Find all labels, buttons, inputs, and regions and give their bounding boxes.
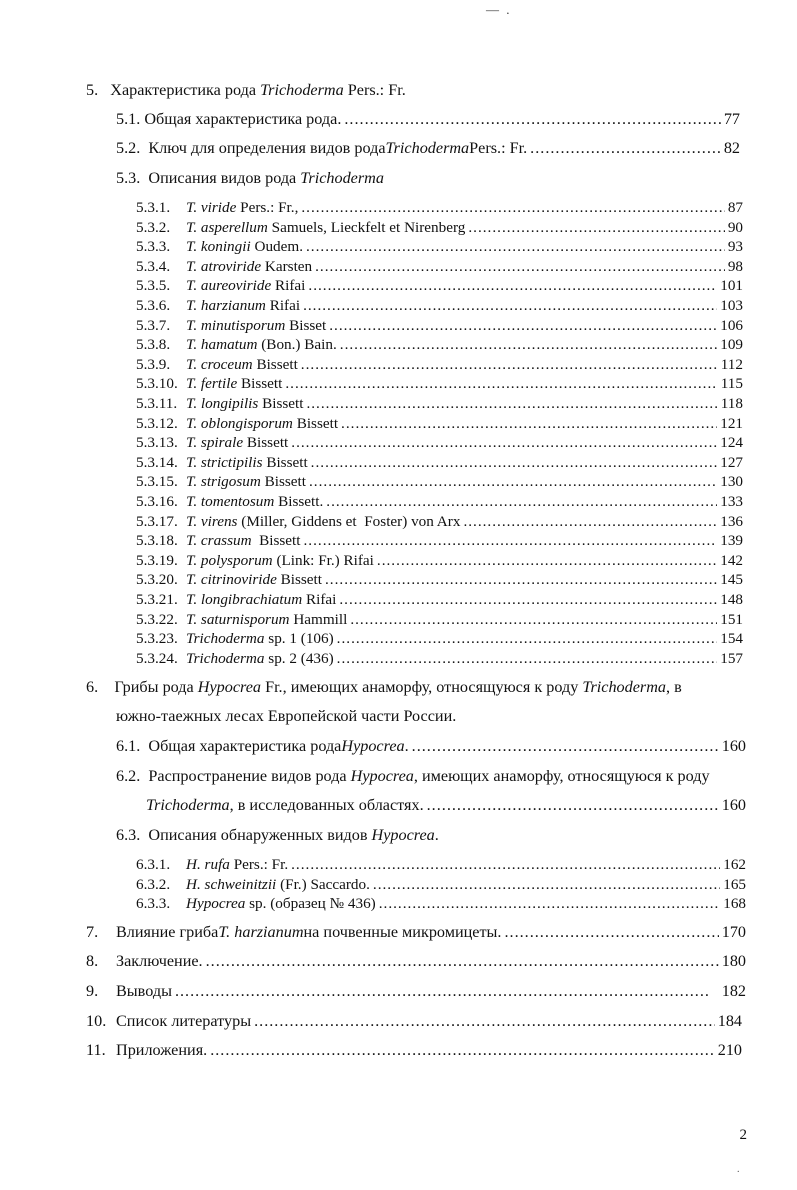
taxon-name: T. koningii (186, 238, 251, 256)
section-number: 9. (86, 982, 99, 1000)
page-ref: 170 (721, 923, 746, 941)
taxon-name: Trichoderma (385, 139, 470, 157)
toc-subentry (136, 317, 743, 334)
dot-leader (304, 532, 718, 549)
taxon-name: Trichoderma (300, 169, 384, 187)
entry-number: 5.3.20. (136, 571, 178, 589)
authority: sp. 1 (106) (264, 630, 334, 648)
page-ref: 106 (720, 316, 743, 334)
authority: sp. (образец № 436) (245, 895, 376, 913)
dot-leader (311, 454, 718, 471)
dot-leader (315, 258, 725, 275)
page-ref: 160 (721, 796, 746, 814)
entry-number: 5.1. (116, 110, 141, 128)
dot-leader (329, 317, 717, 334)
dot-leader (427, 796, 719, 814)
toc-subentry (136, 611, 743, 628)
entry-number: 5.3.18. (136, 532, 178, 550)
entry-number: 5.3.3. (136, 238, 171, 256)
authority: Bissett (258, 395, 304, 412)
toc-subentry (136, 650, 743, 667)
taxon-name: Hypocrea (371, 826, 435, 844)
taxon-name: T. asperellum (186, 218, 268, 236)
authority: Pers.: Fr. (229, 856, 289, 873)
page-ref: 103 (720, 297, 743, 314)
page-ref: 115 (720, 375, 743, 393)
dot-leader (175, 982, 708, 1000)
dot-leader (291, 856, 720, 873)
page-ref: 87 (727, 199, 743, 216)
entry-number: 6.1. (116, 737, 141, 755)
dot-leader (468, 219, 724, 236)
page-ref: 148 (720, 591, 743, 608)
entry-number: 6.3. (116, 826, 141, 844)
toc-subentry (136, 591, 743, 608)
toc-entry-5-2 (116, 139, 740, 157)
toc-entry-5-3 (116, 169, 384, 187)
taxon-name: T. spirale (186, 434, 244, 452)
toc-section-11 (86, 1041, 742, 1059)
dot-leader (306, 238, 725, 255)
toc-subentry (136, 571, 743, 588)
authority: Bissett (260, 473, 306, 491)
authority: Bissett (251, 532, 301, 550)
toc-entry-6-2 (116, 767, 710, 785)
section-number: 10. (86, 1012, 107, 1030)
toc-entry-6-1 (116, 737, 746, 755)
page-number: 2 (739, 1127, 747, 1143)
page-ref: 139 (720, 532, 743, 550)
entry-title-rest: . (404, 737, 409, 755)
taxon-name: Hypocrea (197, 678, 262, 696)
taxon-name: Trichoderma (260, 81, 344, 99)
taxon-name: T. citrinoviride (186, 571, 277, 589)
dot-leader (325, 571, 717, 588)
toc-entry-6-3 (116, 826, 439, 844)
dot-leader (504, 923, 718, 941)
taxon-name: Hypocrea (350, 767, 414, 785)
section-title: Заключение. (116, 952, 203, 970)
dot-leader (412, 737, 719, 755)
toc-subentry (136, 434, 743, 451)
authority: Rifai (265, 297, 301, 314)
entry-number: 5.3.4. (136, 257, 171, 275)
page-ref: 109 (720, 336, 743, 354)
entry-number: 5.3.24. (136, 649, 178, 667)
dot-leader (308, 277, 717, 294)
taxon-name: T. viride (186, 199, 237, 216)
entry-number: 6.3.3. (136, 895, 171, 913)
authority: sp. 2 (436) (264, 649, 334, 667)
entry-title: Общая характеристика рода. (144, 110, 342, 128)
entry-title-end: , в исследованных областях. (229, 796, 424, 814)
dot-leader (373, 876, 720, 893)
section-number: 5. (86, 81, 99, 99)
authority: Bissett (276, 571, 322, 589)
entry-number: 5.2. (116, 139, 141, 157)
page-ref: 127 (720, 453, 743, 471)
dot-leader (291, 434, 717, 451)
page-ref: 133 (720, 493, 743, 510)
entry-number: 5.3.10. (136, 375, 178, 393)
entry-number: 6.2. (116, 767, 141, 785)
toc-subentry (136, 277, 743, 294)
toc-subentry (136, 493, 743, 510)
dot-leader (379, 895, 720, 912)
entry-number: 5.3.22. (136, 610, 178, 628)
entry-number: 5.3.2. (136, 218, 171, 236)
entry-number: 5.3.23. (136, 630, 178, 648)
page-ref: 118 (720, 395, 743, 412)
taxon-name: Trichoderma (582, 678, 666, 696)
authority: Rifai (271, 277, 306, 295)
dot-leader (339, 591, 717, 608)
toc-section-10 (86, 1012, 742, 1030)
page-ref: 168 (723, 895, 746, 913)
toc-subentry (136, 895, 746, 912)
page-ref: 124 (720, 434, 743, 452)
dot-leader (254, 1012, 715, 1030)
taxon-name: T. tomentosum (186, 493, 275, 510)
section-title-end: , в (666, 678, 682, 696)
page-ref: 77 (723, 110, 740, 128)
entry-number: 5.3.6. (136, 297, 171, 314)
toc-section-8 (86, 952, 746, 970)
page-ref: 145 (720, 571, 743, 589)
taxon-name: T. virens (186, 512, 238, 530)
authority: Rifai (302, 591, 337, 608)
page-ref: 182 (721, 982, 746, 1000)
entry-number: 5.3.11. (136, 395, 178, 412)
section-title: Выводы (116, 982, 172, 1000)
page-ref: 210 (717, 1041, 742, 1059)
page-ref: 82 (723, 139, 740, 157)
toc-subentry (136, 375, 743, 392)
page-ref: 136 (720, 512, 743, 530)
dot-leader (337, 630, 718, 647)
authority: (Link: Fr.) Rifai (272, 551, 374, 569)
page-ref: 101 (720, 277, 743, 295)
taxon-name: T. croceum (186, 355, 253, 373)
section-number: 8. (86, 952, 99, 970)
header-mark: — . (486, 2, 512, 17)
taxon-name: H. schweinitzii (186, 875, 277, 893)
page-ref: 93 (727, 238, 743, 256)
authority: Bissett (252, 355, 298, 373)
toc-subentry (136, 219, 743, 236)
taxon-name: T. polysporum (186, 551, 273, 569)
toc-subentry (136, 238, 743, 255)
dot-leader (337, 650, 718, 667)
toc-section-6 (86, 678, 682, 696)
toc-subentry (136, 356, 743, 373)
entry-number: 5.3. (116, 169, 141, 187)
dot-leader (344, 110, 720, 128)
authority: (Bon.) Bain. (257, 336, 337, 354)
toc-subentry (136, 297, 743, 314)
section-title: Влияние гриба (116, 923, 219, 941)
section-number: 7. (86, 923, 99, 941)
taxon-name: Trichoderma (186, 649, 265, 667)
page-ref: 90 (727, 218, 743, 236)
page-ref: 157 (720, 649, 743, 667)
page-ref: 184 (717, 1012, 742, 1030)
authority: Oudem. (250, 238, 303, 256)
taxon-name: T. saturnisporum (186, 610, 290, 628)
dot-leader (463, 513, 717, 530)
toc-subentry (136, 199, 743, 216)
authority: Bissett (262, 453, 308, 471)
taxon-name: Trichoderma (146, 796, 230, 814)
entry-title: Описания видов рода (148, 169, 301, 187)
taxon-name: T. longipilis (186, 395, 259, 412)
entry-number: 5.3.12. (136, 414, 178, 432)
toc-section-6-line2: южно-таежных лесах Европейской части России. (116, 707, 457, 725)
authority: Karsten (261, 257, 313, 275)
authority: (Fr.) Saccardo. (276, 875, 370, 893)
section-title-rest: на почвенные микромицеты. (303, 923, 502, 941)
footer-dot: . (737, 1164, 740, 1175)
toc-entry-5-1 (116, 110, 740, 128)
page-ref: 130 (720, 473, 743, 491)
entry-title: Описания обнаруженных видов (148, 826, 372, 844)
toc-subentry (136, 856, 746, 873)
section-title: Характеристика рода (110, 81, 261, 99)
entry-title-rest: . (434, 826, 439, 844)
entry-number: 5.3.19. (136, 551, 178, 569)
page-ref: 142 (720, 551, 743, 569)
page-ref: 162 (723, 856, 746, 873)
entry-number: 5.3.21. (136, 591, 178, 608)
entry-number: 5.3.5. (136, 277, 171, 295)
taxon-name: T. harzianum (218, 923, 304, 941)
toc-subentry (136, 336, 743, 353)
dot-leader (340, 336, 717, 353)
taxon-name: T. crassum (186, 532, 252, 550)
taxon-name: Hypocrea (186, 895, 246, 913)
dot-leader (301, 199, 724, 216)
section-title-rest: Fr., имеющих анаморфу, относящуюся к роду (261, 678, 583, 696)
dot-leader (210, 1041, 715, 1059)
dot-leader (530, 139, 721, 157)
taxon-name: Trichoderma (186, 630, 265, 648)
taxon-name: T. fertile (186, 375, 238, 393)
entry-number: 5.3.15. (136, 473, 178, 491)
page-ref: 151 (720, 610, 743, 628)
toc-subentry (136, 473, 743, 490)
entry-number: 6.3.1. (136, 856, 171, 873)
authority: Bisset (285, 316, 327, 334)
authority: Bissett (292, 414, 339, 432)
toc-subentry (136, 395, 743, 412)
entry-title: Общая характеристика рода (148, 737, 342, 755)
authority: Bissett (237, 375, 283, 393)
toc-subentry (136, 258, 743, 275)
taxon-name: Hypocrea (341, 737, 405, 755)
section-title-rest: Pers.: Fr. (343, 81, 406, 99)
page-ref: 165 (723, 875, 746, 893)
entry-number: 5.3.8. (136, 336, 171, 354)
dot-leader (303, 297, 717, 314)
entry-number: 5.3.14. (136, 453, 178, 471)
dot-leader (377, 552, 717, 569)
section-title: Грибы рода (114, 678, 198, 696)
toc-section-9 (86, 982, 746, 1000)
section-number: 6. (86, 678, 99, 696)
section-title: Приложения. (116, 1041, 208, 1059)
toc-section-5 (86, 81, 406, 99)
toc-section-7 (86, 923, 746, 941)
taxon-name: T. oblongisporum (186, 414, 293, 432)
entry-title: Ключ для определения видов рода (148, 139, 386, 157)
page-ref: 112 (720, 355, 743, 373)
page-ref: 154 (720, 630, 743, 648)
authority: (Miller, Giddens et Foster) von Arx (237, 512, 461, 530)
entry-title-rest: , имеющих анаморфу, относящуюся к роду (413, 767, 710, 785)
toc-subentry (136, 454, 743, 471)
dot-leader (301, 356, 718, 373)
authority: Bissett (243, 434, 289, 452)
taxon-name: T. hamatum (186, 336, 258, 354)
entry-number: 6.3.2. (136, 875, 171, 893)
authority: Samuels, Lieckfelt et Nirenberg (267, 218, 466, 236)
dot-leader (350, 611, 717, 628)
dot-leader (326, 493, 717, 510)
section-number: 11. (86, 1041, 106, 1059)
authority: Bissett. (274, 493, 324, 510)
taxon-name: T. harzianum (186, 297, 266, 314)
entry-number: 5.3.9. (136, 355, 171, 373)
toc-entry-6-2-line2 (146, 796, 746, 814)
taxon-name: T. strictipilis (186, 453, 263, 471)
section-title: Список литературы (116, 1012, 252, 1030)
taxon-name: T. minutisporum (186, 316, 286, 334)
dot-leader (309, 473, 717, 490)
page-ref: 160 (721, 737, 746, 755)
authority: Pers.: Fr., (236, 199, 299, 216)
taxon-name: T. longibrachiatum (186, 591, 303, 608)
entry-number: 5.3.17. (136, 512, 178, 530)
toc-subentry (136, 630, 743, 647)
taxon-name: T. aureoviride (186, 277, 272, 295)
entry-number: 5.3.16. (136, 493, 178, 510)
entry-number: 5.3.7. (136, 316, 171, 334)
entry-title-rest: Pers.: Fr. (469, 139, 528, 157)
page-ref: 180 (721, 952, 746, 970)
toc-subentry (136, 552, 743, 569)
taxon-name: T. strigosum (186, 473, 261, 491)
toc-subentry (136, 415, 743, 432)
toc-subentry (136, 532, 743, 549)
page-ref: 121 (720, 414, 743, 432)
toc-subentry (136, 876, 746, 893)
dot-leader (306, 395, 717, 412)
toc-subentry (136, 513, 743, 530)
dot-leader (285, 375, 717, 392)
taxon-name: T. atroviride (186, 257, 262, 275)
dot-leader (206, 952, 719, 970)
entry-number: 5.3.13. (136, 434, 178, 452)
taxon-name: H. rufa (186, 856, 230, 873)
dot-leader (341, 415, 717, 432)
authority: Hammill (289, 610, 348, 628)
entry-number: 5.3.1. (136, 199, 171, 216)
page-ref: 98 (727, 257, 743, 275)
entry-title: Распространение видов рода (148, 767, 351, 785)
